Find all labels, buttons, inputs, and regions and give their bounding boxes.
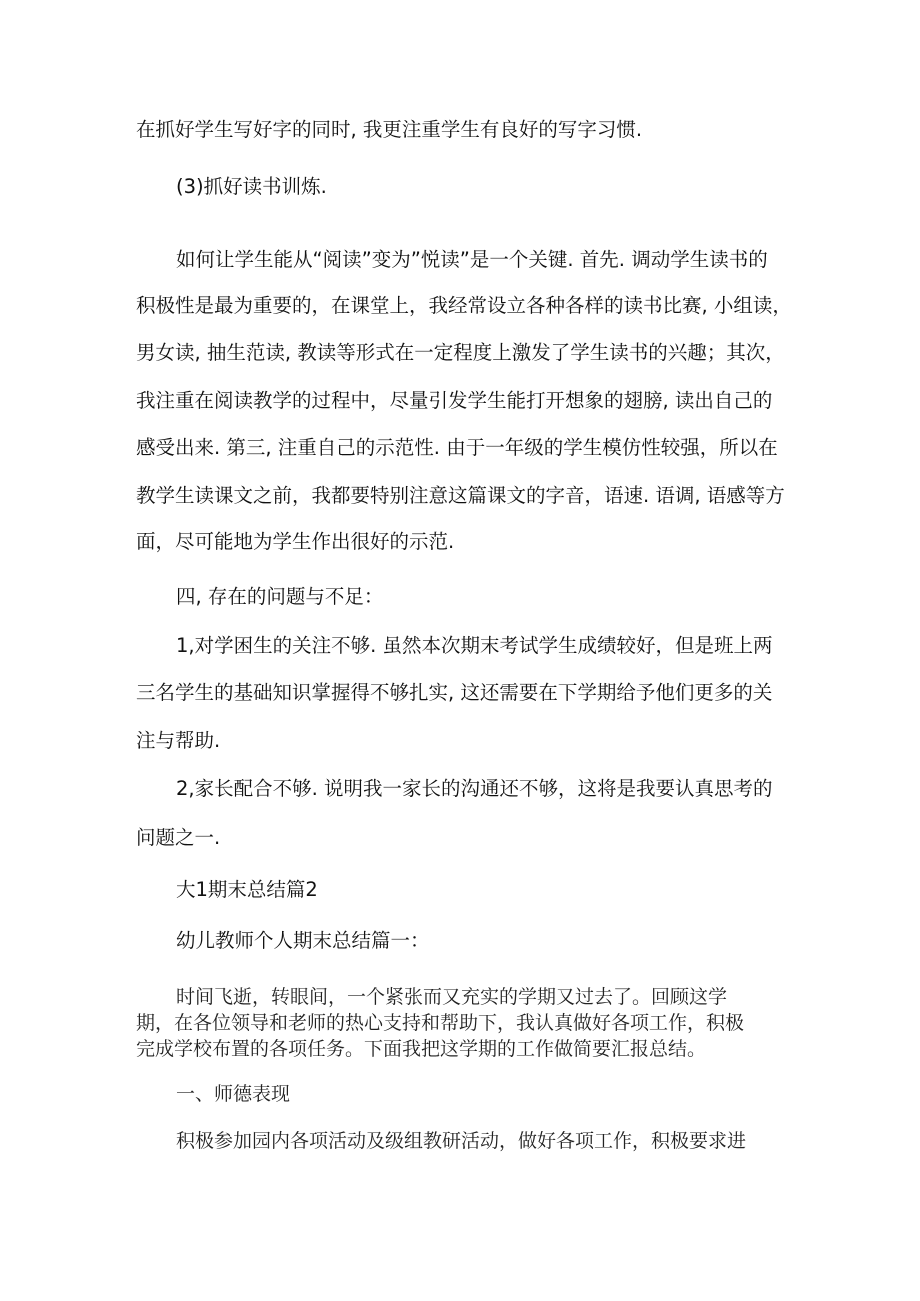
paragraph-line: 1,对学困生的关注不够. 虽然本次期末考试学生成绩较好，但是班上两 — [176, 634, 773, 657]
paragraph-line: 我注重在阅读教学的过程中，尽量引发学生能打开想象的翅膀, 读出自己的 — [136, 389, 773, 412]
paragraph-line: 男女读, 抽生范读, 教读等形式在一定程度上激发了学生读书的兴趣；其次， — [136, 341, 785, 364]
paragraph-line: 时间飞逝，转眼间，一个紧张而又充实的学期又过去了。回顾这学 — [176, 986, 728, 1008]
paragraph-line: 完成学校布置的各项任务。下面我把这学期的工作做简要汇报总结。 — [136, 1038, 707, 1060]
paragraph-line: 面，尽可能地为学生作出很好的示范. — [136, 530, 455, 553]
paragraph-line: 2,家长配合不够. 说明我一家长的沟通还不够，这将是我要认真思考的 — [176, 777, 773, 800]
paragraph-line: 三名学生的基础知识掌握得不够扎实, 这还需要在下学期给予他们更多的关 — [136, 681, 773, 704]
section-heading: 四, 存在的问题与不足： — [176, 585, 384, 608]
paragraph-line: 积极参加园内各项活动及级组教研活动，做好各项工作，积极要求进 — [176, 1130, 747, 1152]
section-heading: (3)抓好读书训炼. — [176, 175, 327, 198]
paragraph-line: 积极性是最为重要的，在课堂上，我经常设立各种各样的读书比赛, 小组读， — [136, 294, 792, 317]
paragraph-line: 问题之一. — [136, 826, 221, 849]
paragraph-line: 期，在各位领导和老师的热心支持和帮助下，我认真做好各项工作，积极 — [136, 1012, 745, 1034]
paragraph-line: 在抓好学生写好字的同时, 我更注重学生有良好的写字习惯. — [136, 118, 643, 141]
paragraph-line: 如何让学生能从“阅读”变为”悦读”是一个关键. 首先. 调动学生读书的 — [176, 248, 768, 271]
section-heading: 幼儿教师个人期末总结篇一： — [176, 929, 430, 952]
paragraph-line: 感受出来. 第三, 注重自己的示范性. 由于一年级的学生模仿性较强，所以在 — [136, 436, 778, 459]
section-heading: 大1期末总结篇2 — [176, 878, 318, 901]
paragraph-line: 教学生读课文之前，我都要特别注意这篇课文的字音，语速. 语调, 语感等方 — [136, 484, 785, 507]
paragraph-line: 注与帮助. — [136, 729, 221, 752]
section-heading: 一、师德表现 — [176, 1083, 291, 1105]
